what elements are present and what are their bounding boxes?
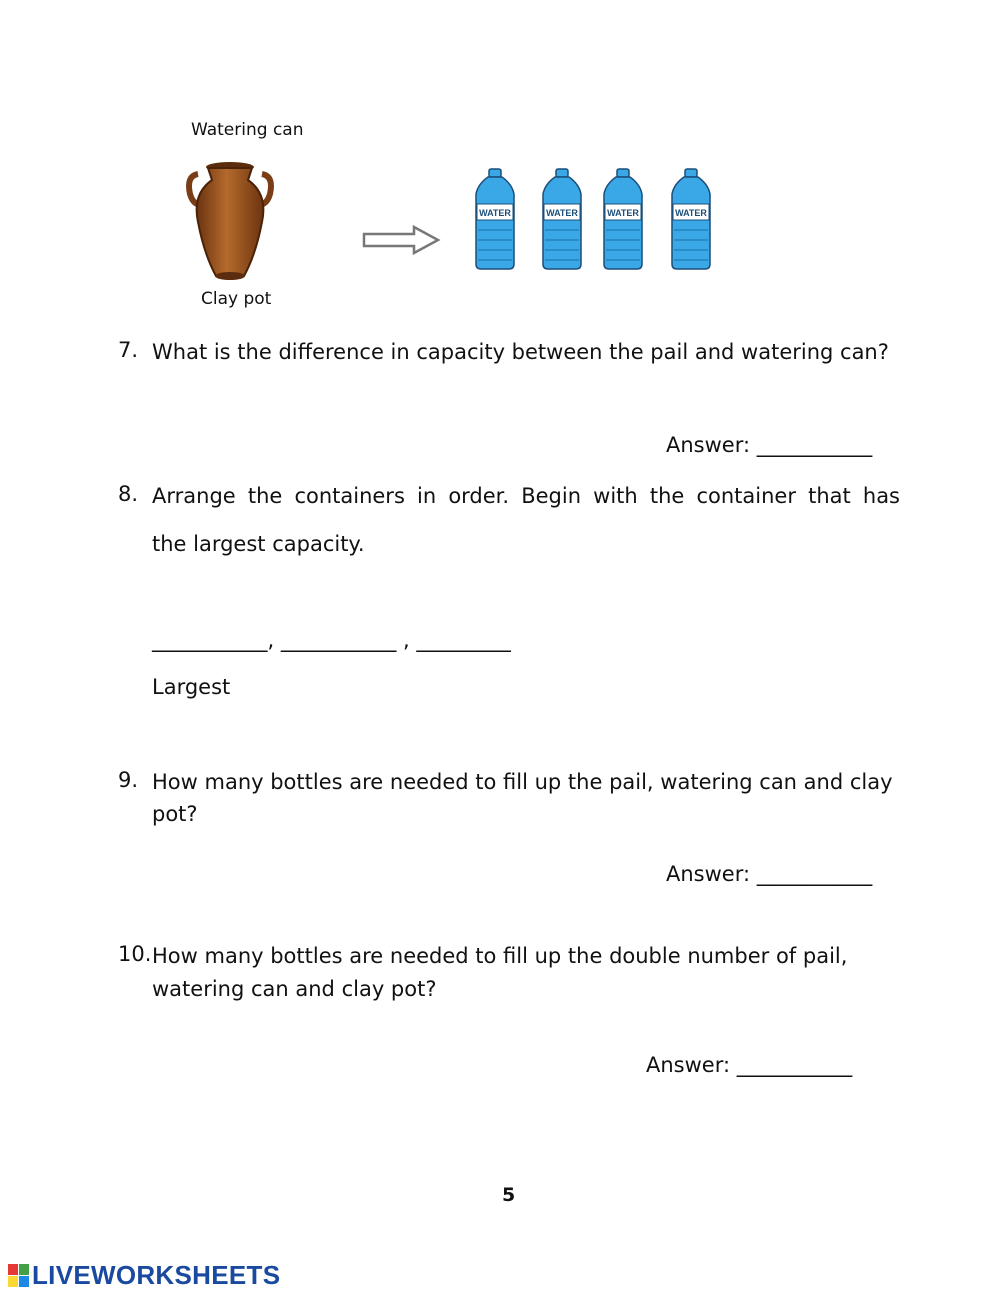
question-10-text-line1: How many bottles are needed to fill up the double number of pail, [152,944,848,968]
clay-pot-image [184,160,276,282]
question-8-number: 8. [118,482,139,506]
question-7-answer-blank[interactable]: Answer: ___________ [666,433,873,457]
right-arrow-icon [362,225,442,255]
bottle-label: WATER [546,208,578,218]
question-7-text: What is the difference in capacity between the pail and watering can? [152,340,889,364]
page-number: 5 [502,1184,516,1206]
water-bottle-icon [541,168,583,270]
bottle-label: WATER [479,208,511,218]
water-bottle-icon [670,168,712,270]
clay-pot-caption: Clay pot [201,289,272,309]
question-8-text-line2: the largest capacity. [152,532,365,556]
question-8-text-line1: Arrange the containers in order. Begin with the container that has [152,484,900,508]
watering-can-caption: Watering can [191,120,304,140]
bottle-label: WATER [675,208,707,218]
question-8-order-blanks[interactable]: ___________, ___________ , _________ [152,628,511,652]
question-7-number: 7. [118,338,139,362]
water-bottle-icon [474,168,516,270]
question-9-text-line1: How many bottles are needed to fill up the pail, watering can and clay [152,770,893,794]
question-10-text-line2: watering can and clay pot? [152,977,437,1001]
logo-blocks-icon [8,1264,30,1288]
water-bottle-icon [602,168,644,270]
bottle-label: WATER [607,208,639,218]
question-10-number: 10. [118,942,152,966]
question-10-answer-blank[interactable]: Answer: ___________ [646,1053,853,1077]
question-9-answer-blank[interactable]: Answer: ___________ [666,862,873,886]
question-9-number: 9. [118,768,139,792]
question-8-largest-label: Largest [152,675,231,699]
question-9-text-line2: pot? [152,802,198,826]
liveworksheets-logo[interactable] [8,1260,280,1291]
logo-text: LIVEWORKSHEETS [32,1260,281,1290]
